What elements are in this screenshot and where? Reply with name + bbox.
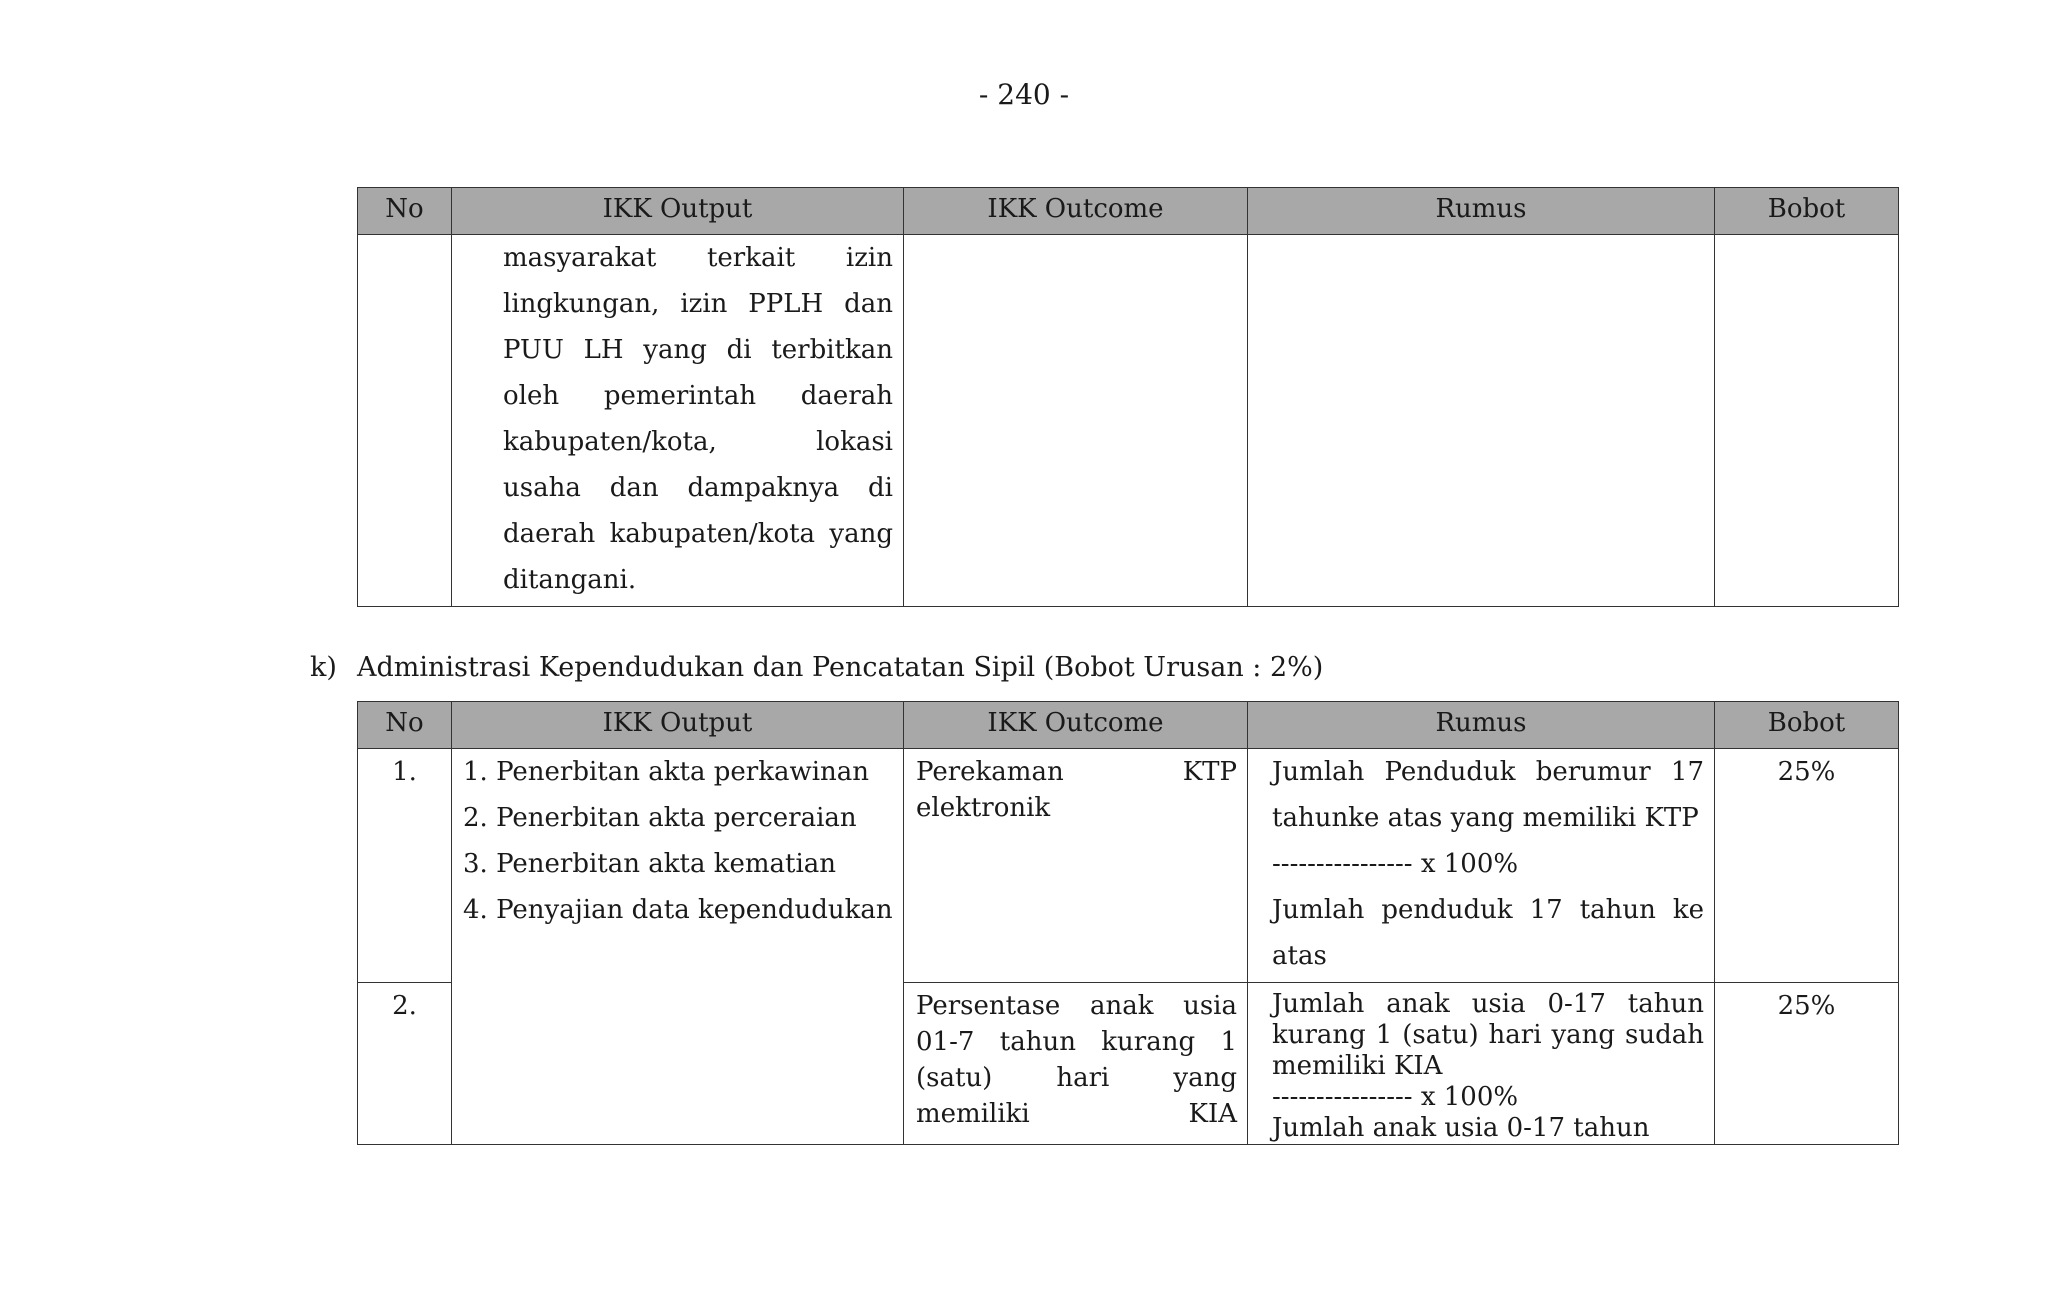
header-no: No xyxy=(358,702,452,749)
header-rumus: Rumus xyxy=(1248,188,1715,235)
rumus-numerator-line: memiliki KIA xyxy=(1272,1051,1443,1081)
table-row xyxy=(358,749,1899,983)
rumus-numerator-line: Jumlah Penduduk berumur 17 xyxy=(1272,757,1704,787)
bobot-cell: 25% xyxy=(1715,983,1899,1145)
table-header-row xyxy=(358,702,1899,749)
header-ikk-output: IKK Output xyxy=(452,702,904,749)
header-ikk-outcome: IKK Outcome xyxy=(904,188,1248,235)
header-ikk-outcome: IKK Outcome xyxy=(904,702,1248,749)
ikk-outcome-cell xyxy=(904,983,1248,1145)
no-cell: 1. xyxy=(358,749,452,983)
rumus-numerator-line: kurang 1 (satu) hari yang sudah xyxy=(1272,1020,1704,1050)
outcome-text: Perekaman KTP elektronik xyxy=(916,757,1237,823)
bobot-cell xyxy=(1715,235,1899,607)
adminduk-table xyxy=(357,701,1899,1145)
table-header-row xyxy=(358,188,1899,235)
ikk-output-cell xyxy=(452,749,904,1145)
output-line: usaha dan dampaknya di xyxy=(503,473,893,503)
continuation-table xyxy=(357,187,1899,607)
rumus-denominator-line: Jumlah penduduk 17 tahun ke xyxy=(1272,895,1704,925)
ikk-output-cell xyxy=(452,235,904,607)
header-ikk-output: IKK Output xyxy=(452,188,904,235)
no-cell xyxy=(358,235,452,607)
rumus-numerator-line: tahunke atas yang memiliki KTP xyxy=(1272,803,1699,833)
output-item: 3. Penerbitan akta kematian xyxy=(463,849,837,879)
rumus-denominator-line: Jumlah anak usia 0-17 tahun xyxy=(1272,1113,1650,1143)
rumus-divider: ---------------- x 100% xyxy=(1272,1082,1519,1112)
rumus-denominator-line: atas xyxy=(1272,941,1327,971)
rumus-cell xyxy=(1248,983,1715,1145)
rumus-cell xyxy=(1248,749,1715,983)
output-item: 1. Penerbitan akta perkawinan xyxy=(463,757,870,787)
header-no: No xyxy=(358,188,452,235)
rumus-cell xyxy=(1248,235,1715,607)
outcome-text: Persentase anak usia 01-7 tahun kurang 1 (satu) hari yang memiliki KIA xyxy=(916,991,1237,1129)
section-marker: k) xyxy=(310,652,337,683)
section-heading xyxy=(310,652,1323,683)
header-rumus: Rumus xyxy=(1248,702,1715,749)
output-line: lingkungan, izin PPLH dan xyxy=(503,289,893,319)
rumus-numerator-line: Jumlah anak usia 0-17 tahun xyxy=(1272,989,1704,1019)
ikk-outcome-cell xyxy=(904,235,1248,607)
table-row xyxy=(358,235,1899,607)
output-item: 4. Penyajian data kependudukan xyxy=(463,895,893,925)
header-bobot: Bobot xyxy=(1715,702,1899,749)
no-cell: 2. xyxy=(358,983,452,1145)
bobot-cell: 25% xyxy=(1715,749,1899,983)
output-item: 2. Penerbitan akta perceraian xyxy=(463,803,857,833)
header-bobot: Bobot xyxy=(1715,188,1899,235)
ikk-outcome-cell xyxy=(904,749,1248,983)
section-title: Administrasi Kependudukan dan Pencatatan Sipil (Bobot Urusan : 2%) xyxy=(357,652,1324,683)
output-line: PUU LH yang di terbitkan xyxy=(503,335,893,365)
output-line: masyarakat terkait izin xyxy=(503,243,893,273)
page-number: - 240 - xyxy=(978,78,1070,111)
rumus-divider: ---------------- x 100% xyxy=(1272,849,1519,879)
output-line: ditangani. xyxy=(503,565,637,595)
output-line: oleh pemerintah daerah xyxy=(503,381,893,411)
output-line: daerah kabupaten/kota yang xyxy=(503,519,893,549)
output-line: kabupaten/kota, lokasi xyxy=(503,427,893,457)
